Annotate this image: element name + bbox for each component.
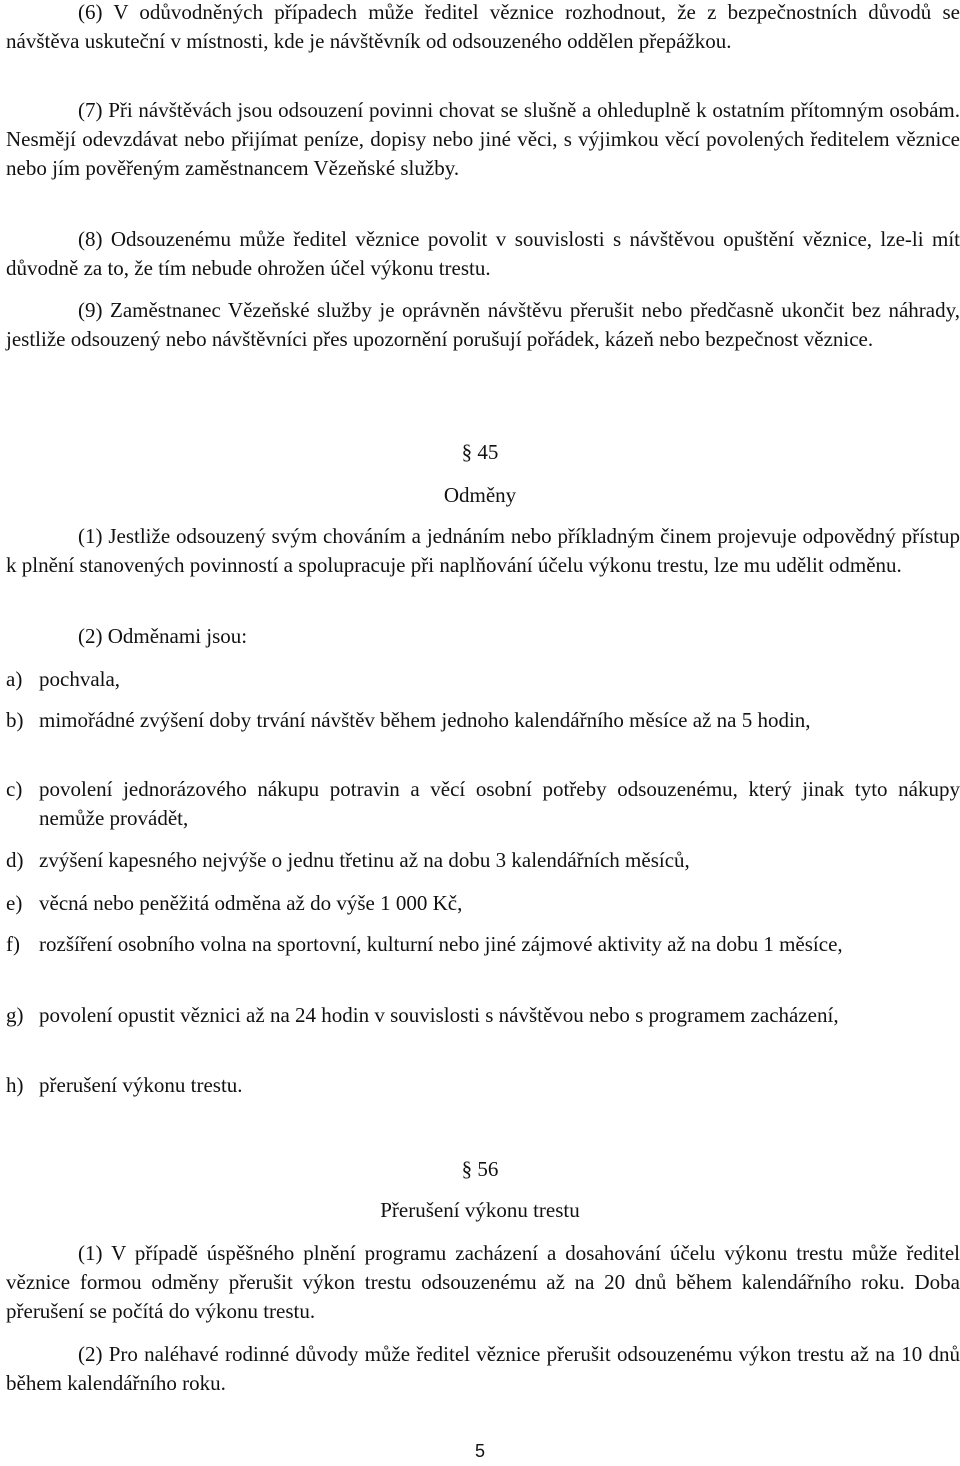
paragraph-7: (7) Při návštěvách jsou odsouzení povinni chovat se slušně a ohleduplně k ostatním přítomným osobám. Nesmějí odevzdávat nebo přijímat peníze, dopisy nebo jiné věci, s výjimkou věcí povolených ředitelem věznice nebo jím pověřeným zaměstnancem Vězeňské služby. — [6, 98, 960, 180]
list-item-a — [6, 665, 960, 694]
page-number: 5 — [474, 1441, 485, 1461]
list-letter: g) — [6, 1003, 24, 1027]
section-45-number: § 45 — [461, 440, 499, 464]
list-text: povolení jednorázového nákupu potravin a věcí osobní potřeby odsouzenému, který jinak tyto nákupy nemůže provádět, — [39, 777, 960, 830]
list-item-e — [6, 889, 960, 918]
list-text: povolení opustit věznici až na 24 hodin v souvislosti s návštěvou nebo s programem zacházení, — [39, 1003, 839, 1027]
section-56-paragraph-2: (2) Pro naléhavé rodinné důvody může ředitel věznice přerušit odsouzenému výkon trestu až na 10 dnů během kalendářního roku. — [6, 1342, 960, 1395]
list-item-c — [6, 775, 960, 833]
paragraph-6: (6) V odůvodněných případech může ředitel věznice rozhodnout, že z bezpečnostních důvodů se návštěva uskuteční v místnosti, kde je návštěvník od odsouzeného oddělen přepážkou. — [6, 0, 960, 53]
list-letter: e) — [6, 891, 23, 915]
list-item-g — [6, 1001, 960, 1030]
list-letter: c) — [6, 777, 23, 801]
paragraph-8: (8) Odsouzenému může ředitel věznice povolit v souvislosti s návštěvou opuštění věznice, lze-li mít důvodně za to, že tím nebude ohrožen účel výkonu trestu. — [6, 227, 960, 280]
list-item-d — [6, 846, 960, 875]
list-letter: d) — [6, 848, 24, 872]
list-item-h — [6, 1071, 960, 1100]
list-text: zvýšení kapesného nejvýše o jednu třetinu až na dobu 3 kalendářních měsíců, — [39, 848, 690, 872]
paragraph-9: (9) Zaměstnanec Vězeňské služby je oprávněn návštěvu přerušit nebo předčasně ukončit bez náhrady, jestliže odsouzený nebo návštěvníci přes upozornění porušují pořádek, kázeň nebo bezpečnost věznice. — [6, 298, 960, 351]
list-text: rozšíření osobního volna na sportovní, kulturní nebo jiné zájmové aktivity až na dobu 1 měsíce, — [39, 932, 843, 956]
section-45-paragraph-1: (1) Jestliže odsouzený svým chováním a jednáním nebo příkladným činem projevuje odpovědný přístup k plnění stanovených povinností a spolupracuje při naplňování účelu výkonu trestu, lze mu udělit odměnu. — [6, 524, 960, 577]
list-item-b — [6, 706, 960, 735]
list-text: přerušení výkonu trestu. — [39, 1073, 243, 1097]
list-text: mimořádné zvýšení doby trvání návštěv během jednoho kalendářního měsíce až na 5 hodin, — [39, 708, 811, 732]
section-45-title: Odměny — [443, 483, 517, 507]
list-item-f — [6, 930, 960, 959]
section-56-paragraph-1: (1) V případě úspěšného plnění programu zacházení a dosahování účelu výkonu trestu může ředitel věznice formou odměny přerušit výkon trestu odsouzenému až na 20 dnů během kalendářního roku. Doba přerušení se počítá do výkonu trestu. — [6, 1241, 960, 1323]
list-letter: f) — [6, 932, 20, 956]
list-letter: b) — [6, 708, 24, 732]
list-text: pochvala, — [39, 667, 121, 691]
list-text: věcná nebo peněžitá odměna až do výše 1 000 Kč, — [39, 891, 463, 915]
section-45-paragraph-2: (2) Odměnami jsou: — [78, 624, 248, 648]
list-letter: h) — [6, 1073, 24, 1097]
section-56-title: Přerušení výkonu trestu — [380, 1198, 580, 1222]
list-letter: a) — [6, 667, 23, 691]
section-56-number: § 56 — [461, 1157, 499, 1181]
